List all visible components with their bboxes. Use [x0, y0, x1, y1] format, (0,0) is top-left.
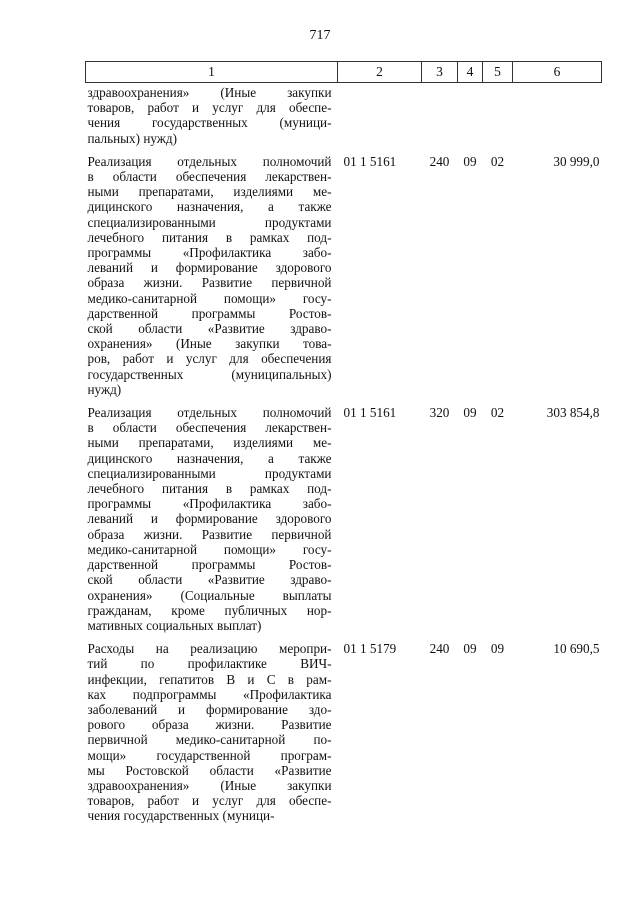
- description-line: гражданам, кроме публичных нор-: [87, 602, 332, 618]
- description-line: специализированными продуктами: [87, 465, 332, 481]
- description-line: первичной медико-санитарной по-: [87, 732, 332, 748]
- table-row: [86, 83, 602, 150]
- row-description: [86, 401, 338, 637]
- description-line: мощи» государственной програм-: [87, 747, 332, 763]
- description-line: ными препаратами, изделиями ме-: [87, 184, 332, 200]
- row-subsection: 02: [490, 405, 505, 421]
- description-line: дарственной программы Ростов-: [87, 557, 332, 573]
- description-line: товаров, работ и услуг для обеспе-: [87, 100, 332, 116]
- row-section: 09: [463, 641, 477, 657]
- description-line: дицинского назначения, а также: [87, 450, 332, 466]
- row-section: [458, 83, 483, 150]
- description-line: образа жизни. Развитие первичной: [87, 526, 332, 542]
- header-col-3: 3: [422, 62, 458, 83]
- row-target-code: 01 1 5179: [343, 641, 397, 657]
- row-expense-type: [422, 83, 458, 150]
- description-line: заболеваний и формирование здо-: [87, 701, 332, 717]
- description-line: мы Ростовской области «Развитие: [87, 762, 332, 778]
- description-line: Расходы на реализацию меропри-: [87, 641, 332, 657]
- row-subsection: 09: [490, 641, 505, 657]
- table-row: [86, 150, 602, 401]
- description-line: медико-санитарной помощи» госу-: [87, 290, 332, 306]
- description-line: программы «Профилактика забо-: [87, 496, 332, 512]
- description-line: лечебного питания в рамках под-: [87, 481, 332, 497]
- description-line: ской области «Развитие здраво-: [87, 572, 332, 588]
- description-line: здравоохранения» (Иные закупки: [87, 85, 332, 100]
- row-description: [86, 637, 338, 827]
- row-expense-type: 320: [429, 405, 450, 421]
- description-line: медико-санитарной помощи» госу-: [87, 541, 332, 557]
- table-row: [86, 401, 602, 637]
- description-line: чения государственных (муници-: [87, 115, 332, 131]
- page-number: 717: [309, 28, 331, 43]
- row-amount: 30 999,0: [553, 153, 600, 169]
- description-line: государственных (муниципальных): [87, 366, 332, 382]
- header-col-2: 2: [338, 62, 422, 83]
- row-target-code: 01 1 5161: [343, 405, 397, 421]
- row-section: 09: [463, 153, 477, 169]
- description-line: программы «Профилактика забо-: [87, 245, 332, 261]
- header-col-1: 1: [86, 62, 338, 83]
- header-col-4: 4: [458, 62, 483, 83]
- description-line: дицинского назначения, а также: [87, 199, 332, 215]
- row-expense-type: 240: [429, 641, 450, 657]
- table-header-row: [86, 62, 602, 83]
- description-line: ными препаратами, изделиями ме-: [87, 435, 332, 451]
- description-line: товаров, работ и услуг для обеспе-: [87, 793, 332, 809]
- description-line: дарственной программы Ростов-: [87, 305, 332, 321]
- description-line: леваний и формирование здорового: [87, 511, 332, 527]
- row-subsection: [483, 83, 513, 150]
- row-amount: [513, 83, 602, 150]
- row-expense-type: 240: [429, 153, 450, 169]
- row-target-code: [338, 83, 422, 150]
- header-col-5: 5: [483, 62, 513, 83]
- row-description: [86, 150, 338, 401]
- row-amount: 303 854,8: [546, 405, 600, 421]
- description-line: нужд): [87, 381, 122, 397]
- description-line: охранения» (Иные закупки това-: [87, 336, 332, 352]
- description-line: лечебного питания в рамках под-: [87, 229, 332, 245]
- description-line: леваний и формирование здорового: [87, 260, 332, 276]
- row-section: 09: [463, 405, 477, 421]
- description-line: чения государственных (муници-: [87, 808, 275, 824]
- description-line: в области обеспечения лекарствен-: [87, 169, 332, 185]
- description-line: образа жизни. Развитие первичной: [87, 275, 332, 291]
- row-subsection: 02: [490, 153, 505, 169]
- row-amount: 10 690,5: [553, 641, 600, 657]
- description-line: в области обеспечения лекарствен-: [87, 420, 332, 436]
- description-line: рового образа жизни. Развитие: [87, 717, 332, 733]
- table-row: [86, 637, 602, 827]
- description-line: здравоохранения» (Иные закупки: [87, 777, 332, 793]
- description-line: тий по профилактике ВИЧ-: [87, 656, 332, 672]
- description-line: инфекции, гепатитов В и С в рам-: [87, 671, 332, 687]
- description-line: ров, работ и услуг для обеспечения: [87, 351, 332, 367]
- description-line: охранения» (Социальные выплаты: [87, 587, 332, 603]
- description-line: ской области «Развитие здраво-: [87, 321, 332, 337]
- row-description: [86, 83, 338, 150]
- description-line: мативных социальных выплат): [87, 617, 262, 633]
- description-line: пальных) нужд): [87, 130, 178, 146]
- description-line: Реализация отдельных полномочий: [87, 405, 332, 421]
- header-col-6: 6: [513, 62, 602, 83]
- description-line: ках подпрограммы «Профилактика: [87, 686, 332, 702]
- description-line: Реализация отдельных полномочий: [87, 153, 332, 169]
- budget-table: [85, 61, 602, 828]
- row-target-code: 01 1 5161: [343, 153, 397, 169]
- description-line: специализированными продуктами: [87, 214, 332, 230]
